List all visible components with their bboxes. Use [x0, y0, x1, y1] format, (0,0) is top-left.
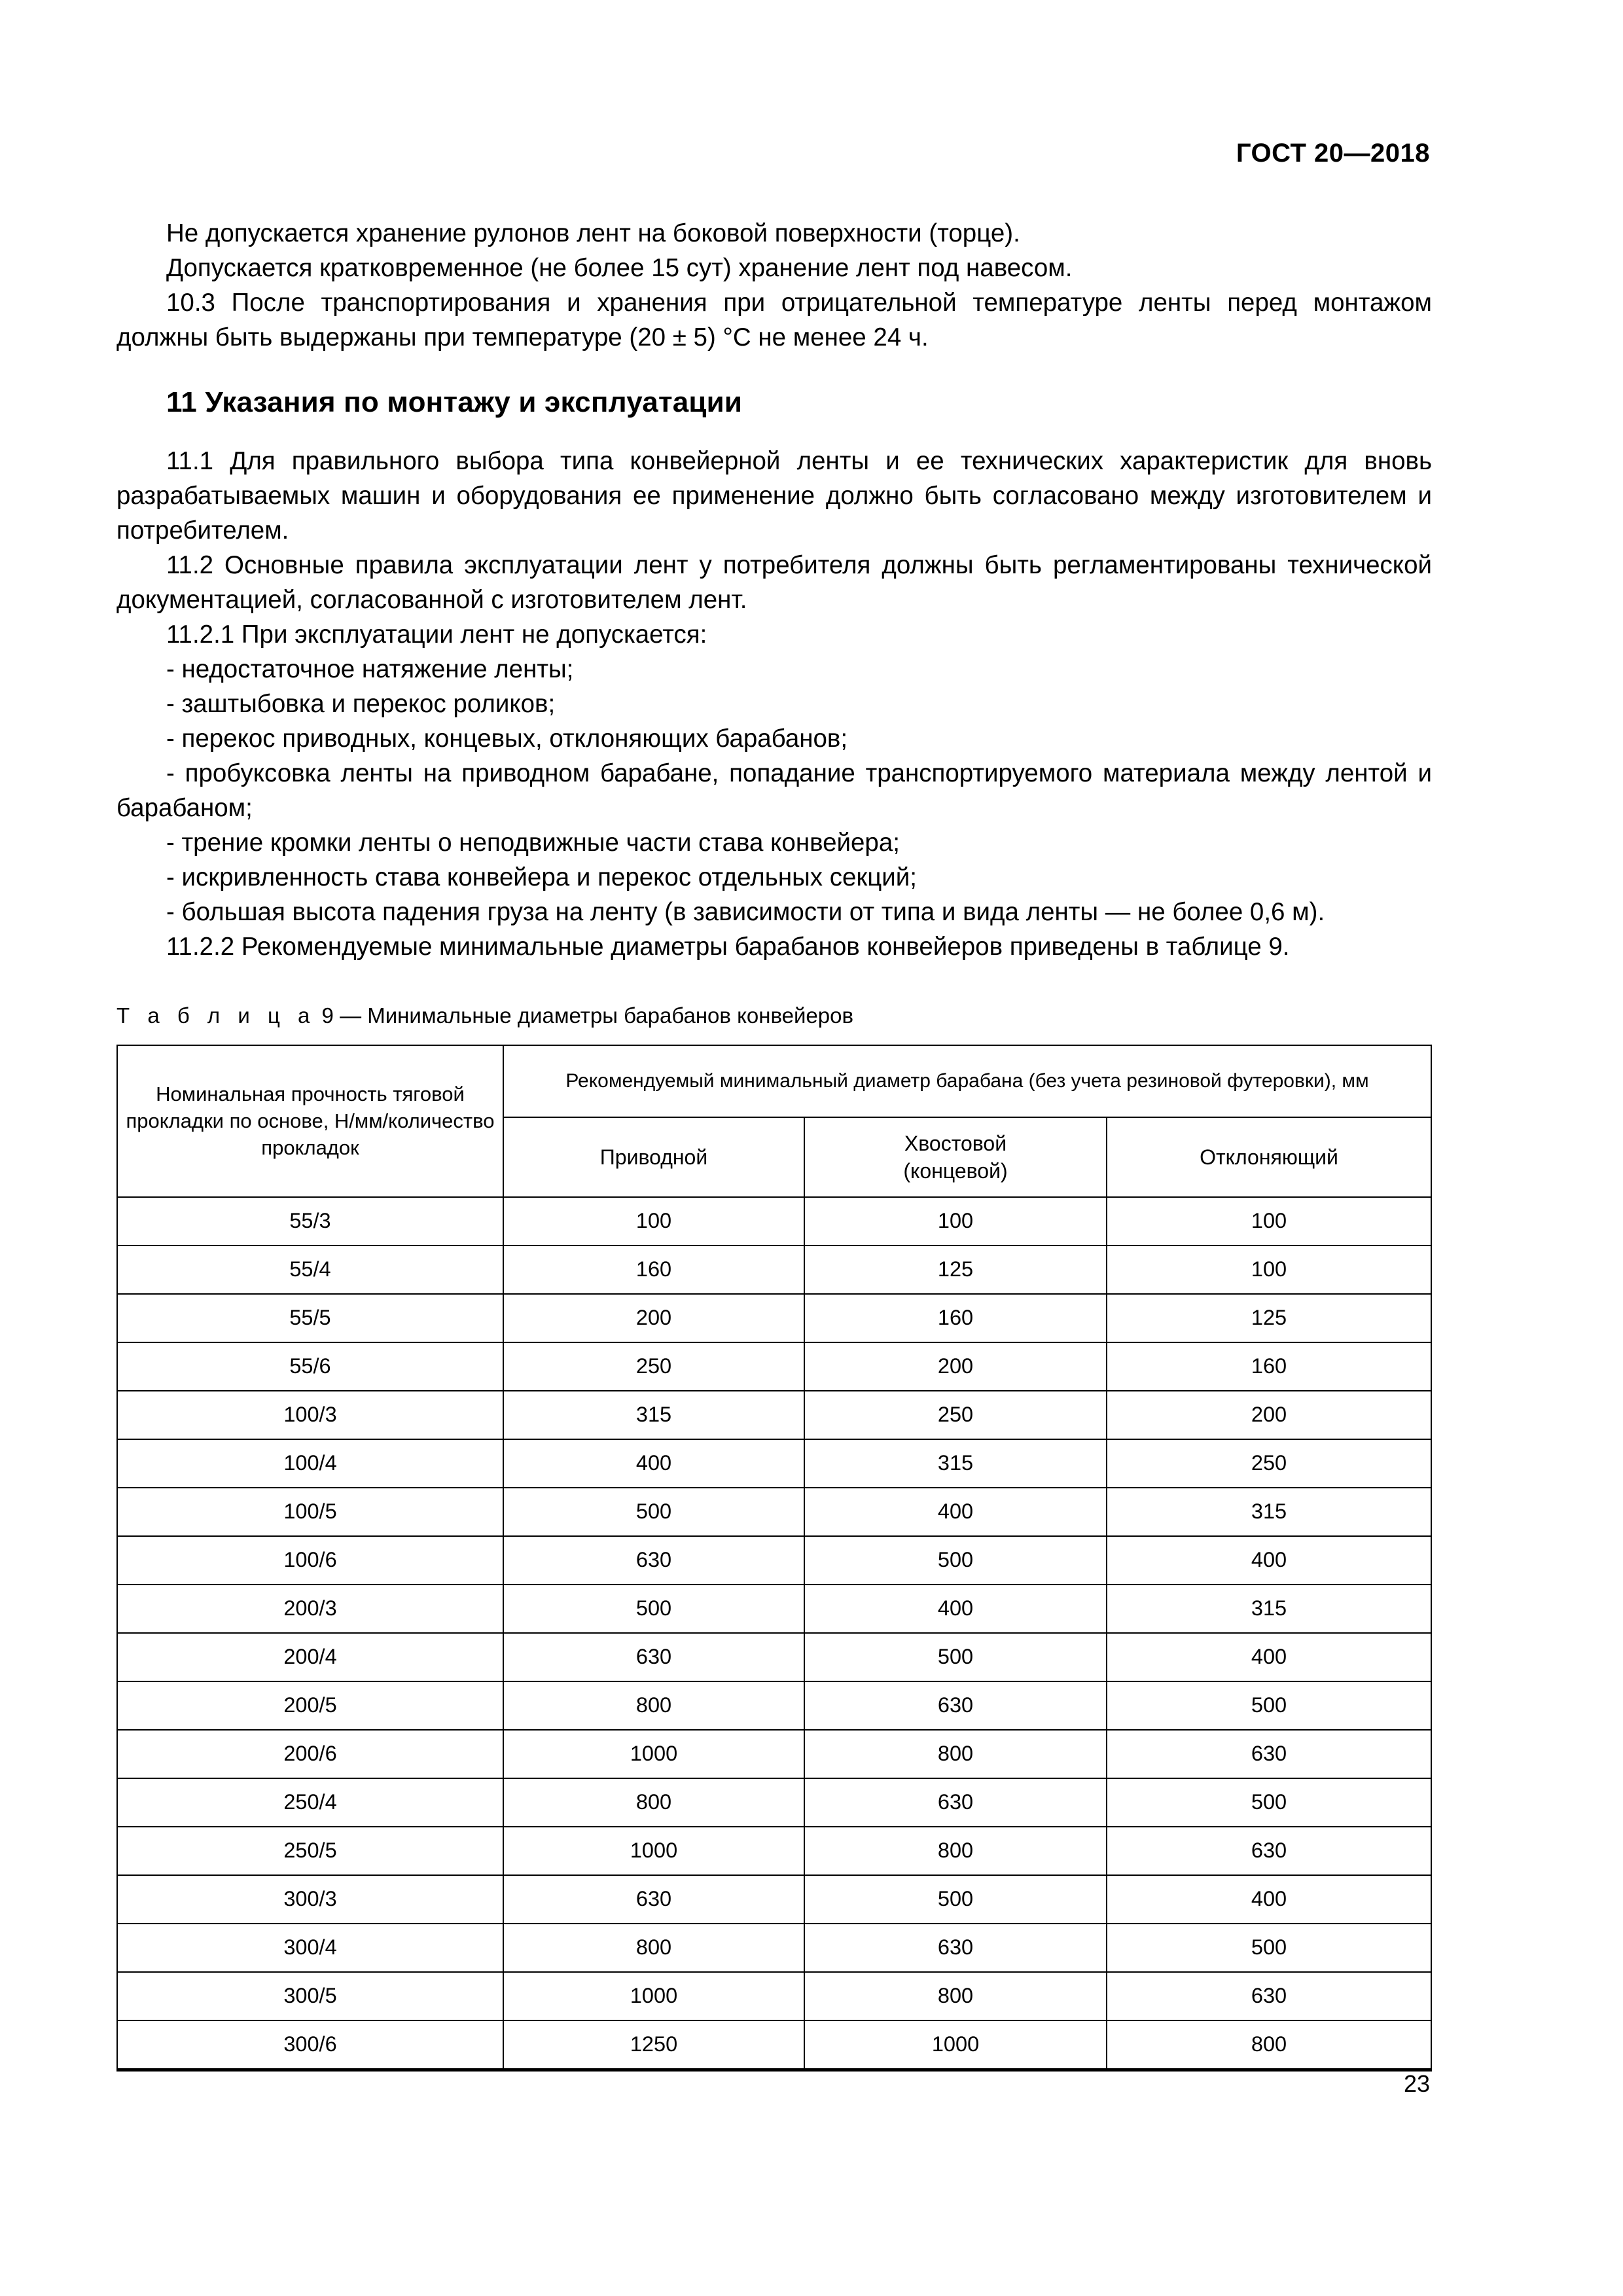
- table-row: [117, 1197, 1431, 1246]
- table-row: [117, 1924, 1431, 1972]
- column-header-tail-drum-line1: Хвостовой: [904, 1131, 1007, 1155]
- cell-tail: 630: [804, 1778, 1107, 1827]
- column-header-recommended-diameter: Рекомендуемый минимальный диаметр барабана (без учета резиновой футеровки), мм: [503, 1045, 1431, 1117]
- cell-strength: 200/4: [117, 1633, 503, 1681]
- cell-deflect: 400: [1107, 1633, 1431, 1681]
- cell-tail: 800: [804, 1827, 1107, 1875]
- list-item: - трение кромки ленты о неподвижные части става конвейера;: [166, 828, 900, 857]
- cell-tail: 200: [804, 1342, 1107, 1391]
- cell-deflect: 500: [1107, 1924, 1431, 1972]
- cell-strength: 300/4: [117, 1924, 503, 1972]
- cell-drive: 800: [503, 1681, 804, 1730]
- table-row: [117, 1488, 1431, 1536]
- paragraph-storage-side: Не допускается хранение рулонов лент на боковой поверхности (торце).: [166, 219, 1020, 247]
- cell-strength: 300/3: [117, 1875, 503, 1924]
- list-item: - большая высота падения груза на ленту (в зависимости от типа и вида ленты — не более 0,6 м).: [166, 897, 1325, 926]
- cell-tail: 250: [804, 1391, 1107, 1439]
- table-row: [117, 1246, 1431, 1294]
- table-row: [117, 1972, 1431, 2020]
- document-body: [116, 216, 1432, 2072]
- cell-tail: 160: [804, 1294, 1107, 1342]
- cell-drive: 630: [503, 1875, 804, 1924]
- cell-tail: 630: [804, 1924, 1107, 1972]
- cell-drive: 800: [503, 1924, 804, 1972]
- cell-deflect: 500: [1107, 1778, 1431, 1827]
- cell-deflect: 400: [1107, 1536, 1431, 1585]
- cell-strength: 100/3: [117, 1391, 503, 1439]
- cell-drive: 630: [503, 1633, 804, 1681]
- cell-deflect: 250: [1107, 1439, 1431, 1488]
- cell-drive: 160: [503, 1246, 804, 1294]
- page-number: 23: [1403, 2070, 1430, 2097]
- cell-drive: 200: [503, 1294, 804, 1342]
- cell-drive: 315: [503, 1391, 804, 1439]
- table-row: [117, 1439, 1431, 1488]
- paragraph-11-2-1: 11.2.1 При эксплуатации лент не допускается:: [166, 620, 707, 649]
- cell-tail: 800: [804, 1972, 1107, 2020]
- table-body: [117, 1197, 1431, 2070]
- cell-deflect: 400: [1107, 1875, 1431, 1924]
- cell-tail: 315: [804, 1439, 1107, 1488]
- cell-strength: 200/3: [117, 1585, 503, 1633]
- cell-drive: 1000: [503, 1827, 804, 1875]
- cell-strength: 100/6: [117, 1536, 503, 1585]
- table-caption-text: Минимальные диаметры барабанов конвейеров: [367, 1003, 854, 1028]
- cell-tail: 500: [804, 1875, 1107, 1924]
- table-row: [117, 2020, 1431, 2070]
- cell-strength: 250/5: [117, 1827, 503, 1875]
- paragraph-10-3: 10.3 После транспортирования и хранения при отрицательной температуре ленты перед монтажом должны быть выдержаны при температуре (20 ± 5) °С не менее 24 ч.: [116, 289, 1432, 351]
- cell-deflect: 315: [1107, 1585, 1431, 1633]
- cell-deflect: 315: [1107, 1488, 1431, 1536]
- cell-strength: 55/5: [117, 1294, 503, 1342]
- cell-drive: 500: [503, 1585, 804, 1633]
- column-header-tail-drum-line2: (концевой): [903, 1158, 1008, 1183]
- table-row: [117, 1875, 1431, 1924]
- cell-deflect: 100: [1107, 1246, 1431, 1294]
- cell-tail: 400: [804, 1585, 1107, 1633]
- list-item: - перекос приводных, концевых, отклоняющих барабанов;: [166, 724, 848, 753]
- paragraph-storage-shelter: Допускается кратковременное (не более 15 сут) хранение лент под навесом.: [166, 254, 1073, 282]
- column-header-drive-drum: Приводной: [503, 1117, 804, 1197]
- column-header-tail-drum: [804, 1117, 1107, 1197]
- paragraph-11-2: 11.2 Основные правила эксплуатации лент у потребителя должны быть регламентированы технической документацией, согласованной с изготовителем лент.: [116, 550, 1432, 614]
- cell-deflect: 630: [1107, 1827, 1431, 1875]
- table-row: [117, 1585, 1431, 1633]
- cell-tail: 100: [804, 1197, 1107, 1246]
- table-caption-number: 9: [321, 1003, 334, 1028]
- cell-strength: 200/5: [117, 1681, 503, 1730]
- cell-deflect: 160: [1107, 1342, 1431, 1391]
- list-item: - пробуксовка ленты на приводном барабане, попадание транспортируемого материала между лентой и барабаном;: [116, 759, 1432, 822]
- cell-drive: 500: [503, 1488, 804, 1536]
- cell-tail: 400: [804, 1488, 1107, 1536]
- cell-deflect: 630: [1107, 1730, 1431, 1778]
- cell-tail: 1000: [804, 2020, 1107, 2070]
- cell-deflect: 500: [1107, 1681, 1431, 1730]
- cell-strength: 100/4: [117, 1439, 503, 1488]
- table-row: [117, 1778, 1431, 1827]
- cell-strength: 55/3: [117, 1197, 503, 1246]
- list-item: - недостаточное натяжение ленты;: [166, 655, 574, 683]
- cell-drive: 250: [503, 1342, 804, 1391]
- cell-deflect: 800: [1107, 2020, 1431, 2070]
- table-caption: [116, 1002, 1432, 1030]
- cell-strength: 300/5: [117, 1972, 503, 2020]
- table-header-row-1: [117, 1045, 1431, 1117]
- cell-drive: 1000: [503, 1972, 804, 2020]
- cell-drive: 1250: [503, 2020, 804, 2070]
- list-item: - искривленность става конвейера и перекос отдельных секций;: [166, 863, 917, 891]
- cell-drive: 400: [503, 1439, 804, 1488]
- cell-deflect: 200: [1107, 1391, 1431, 1439]
- cell-tail: 800: [804, 1730, 1107, 1778]
- section-heading-11: 11 Указания по монтажу и эксплуатации: [166, 386, 743, 418]
- table-row: [117, 1342, 1431, 1391]
- paragraph-11-1: 11.1 Для правильного выбора типа конвейерной ленты и ее технических характеристик для вновь разрабатываемых машин и оборудования ее применение должно быть согласовано между изготовителем и потребителем.: [116, 446, 1432, 545]
- table-row: [117, 1391, 1431, 1439]
- table-row: [117, 1681, 1431, 1730]
- cell-tail: 630: [804, 1681, 1107, 1730]
- cell-deflect: 630: [1107, 1972, 1431, 2020]
- cell-strength: 100/5: [117, 1488, 503, 1536]
- table-row: [117, 1633, 1431, 1681]
- cell-tail: 500: [804, 1536, 1107, 1585]
- table-9-drum-diameters: [116, 1045, 1432, 2072]
- table-caption-label: Т а б л и ц а: [116, 1003, 316, 1028]
- cell-strength: 200/6: [117, 1730, 503, 1778]
- cell-deflect: 125: [1107, 1294, 1431, 1342]
- cell-tail: 500: [804, 1633, 1107, 1681]
- table-row: [117, 1536, 1431, 1585]
- cell-strength: 55/4: [117, 1246, 503, 1294]
- cell-strength: 55/6: [117, 1342, 503, 1391]
- cell-strength: 250/4: [117, 1778, 503, 1827]
- table-row: [117, 1827, 1431, 1875]
- table-row: [117, 1294, 1431, 1342]
- cell-strength: 300/6: [117, 2020, 503, 2070]
- cell-drive: 1000: [503, 1730, 804, 1778]
- column-header-nominal-strength: Номинальная прочность тяговой прокладки по основе, Н/мм/количество прокладок: [117, 1045, 503, 1197]
- running-header-standard-title: ГОСТ 20—2018: [1236, 139, 1430, 168]
- cell-drive: 100: [503, 1197, 804, 1246]
- column-header-deflecting-drum: Отклоняющий: [1107, 1117, 1431, 1197]
- cell-deflect: 100: [1107, 1197, 1431, 1246]
- list-item: - заштыбовка и перекос роликов;: [166, 689, 556, 718]
- cell-tail: 125: [804, 1246, 1107, 1294]
- paragraph-11-2-2: 11.2.2 Рекомендуемые минимальные диаметры барабанов конвейеров приведены в таблице 9.: [166, 932, 1290, 961]
- table-caption-dash: —: [340, 1003, 362, 1028]
- cell-drive: 630: [503, 1536, 804, 1585]
- cell-drive: 800: [503, 1778, 804, 1827]
- table-row: [117, 1730, 1431, 1778]
